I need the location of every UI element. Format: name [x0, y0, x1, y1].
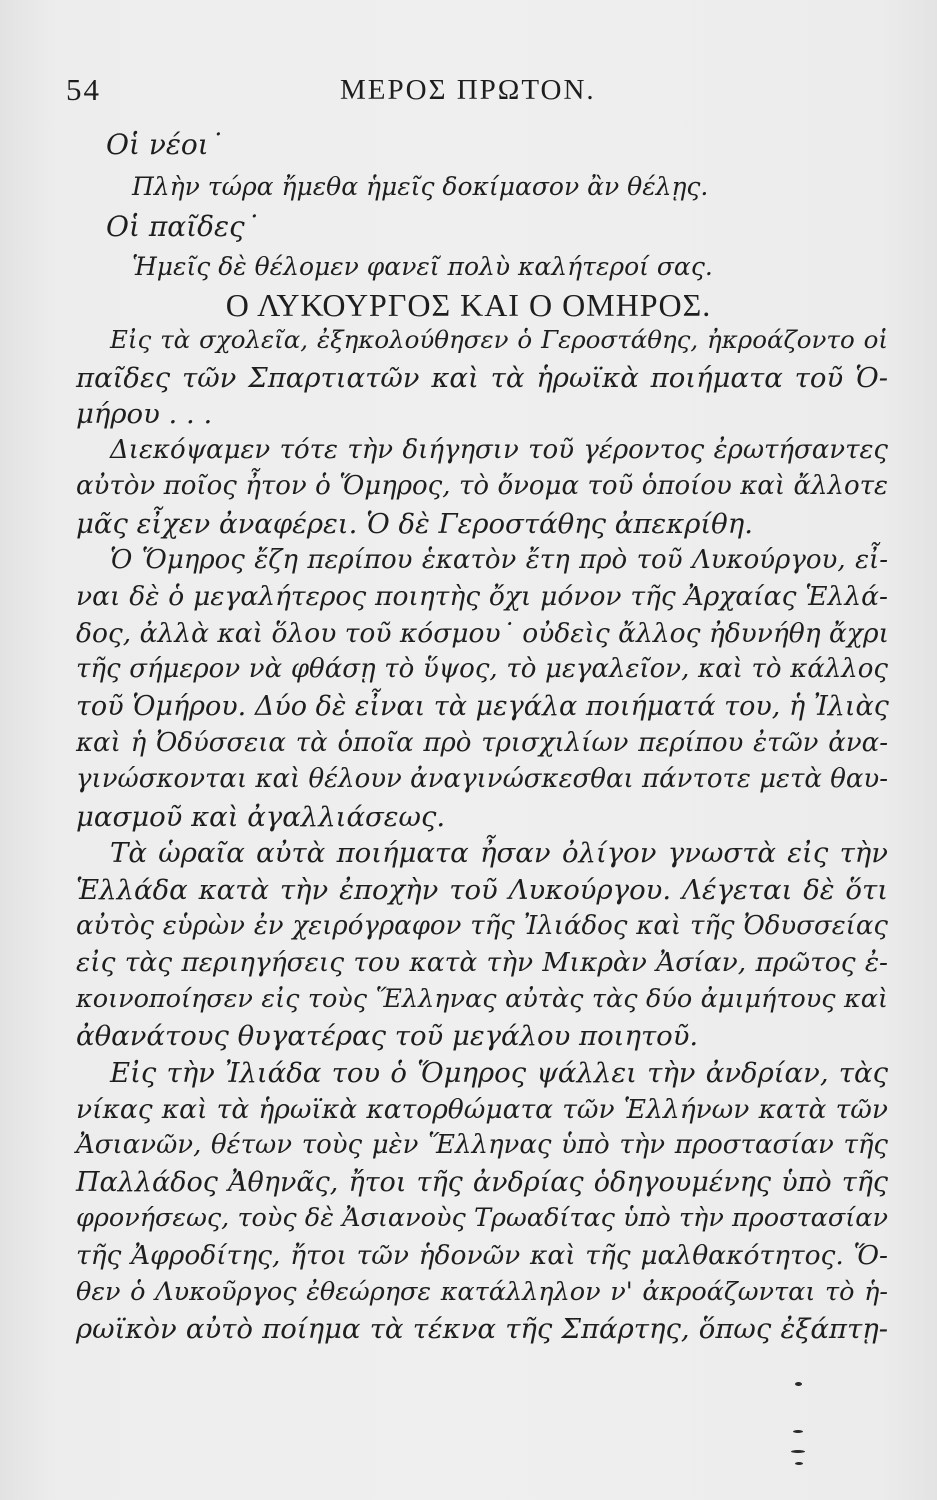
- text-line: καὶ ἡ Ὀδύσσεια τὰ ὁποῖα πρὸ τρισχιλίων περίπου ἐτῶν ἀνα-: [76, 727, 888, 758]
- text-line: Ὁ Ὅμηρος ἔζη περίπου ἑκατὸν ἔτη πρὸ τοῦ Λυκούργου, εἶ-: [110, 544, 888, 575]
- ink-smudge: [793, 1430, 803, 1433]
- text-line: αὐτὸς εὑρὼν ἐν χειρόγραφον τῆς Ἰλιάδος καὶ τῆς Ὀδυσσείας: [76, 910, 888, 941]
- page-header: [0, 68, 937, 112]
- text-line: τοῦ Ὁμήρου. Δύο δὲ εἶναι τὰ μεγάλα ποιήματά του, ἡ Ἰλιὰς: [76, 691, 889, 722]
- text-line: ρωϊκὸν αὐτὸ ποίημα τὰ τέκνα τῆς Σπάρτης, ὅπως ἐξάπτῃ-: [76, 1313, 888, 1346]
- text-line: Ἀσιανῶν, θέτων τοὺς μὲν Ἕλληνας ὑπὸ τὴν προστασίαν τῆς: [76, 1130, 888, 1161]
- text-line: κοινοποίησεν εἰς τοὺς Ἕλληνας αὐτὰς τὰς δύο ἀμιμήτους καὶ: [76, 983, 888, 1014]
- text-line: ἀθανάτους θυγατέρας τοῦ μεγάλου ποιητοῦ.: [76, 1020, 699, 1053]
- text-line: ναι δὲ ὁ μεγαλήτερος ποιητὴς ὄχι μόνον τῆς Ἀρχαίας Ἑλλά-: [76, 581, 888, 613]
- text-line: Τὰ ὡραῖα αὐτὰ ποιήματα ἦσαν ὀλίγον γνωστὰ εἰς τὴν: [110, 837, 888, 870]
- text-line: τῆς Ἀφροδίτης, ἤτοι τῶν ἡδονῶν καὶ τῆς μαλθακότητος. Ὅ-: [76, 1240, 888, 1271]
- text-line: Παλλάδος Ἀθηνᾶς, ἤτοι τῆς ἀνδρίας ὁδηγουμένης ὑπὸ τῆς: [76, 1166, 888, 1198]
- running-title: ΜΕΡΟΣ ΠΡΩΤΟΝ.: [340, 74, 596, 106]
- text-line: παῖδες τῶν Σπαρτιατῶν καὶ τὰ ἡρωϊκὰ ποιήματα τοῦ Ὁ-: [76, 361, 888, 394]
- speaker-label: Οἱ παῖδες˙: [106, 210, 259, 243]
- section-title: Ο ΛΥΚΟΥΡΓΟΣ ΚΑΙ Ο ΟΜΗΡΟΣ.: [225, 287, 712, 323]
- text-line: νίκας καὶ τὰ ἡρωϊκὰ κατορθώματα τῶν Ἑλλήνων κατὰ τῶν: [76, 1093, 888, 1125]
- text-line: εἰς τὰς περιηγήσεις του κατὰ τὴν Μικρὰν Ἀσίαν, πρῶτος ἐ-: [76, 947, 888, 979]
- text-line: Ἑλλάδα κατὰ τὴν ἐποχὴν τοῦ Λυκούργου. Λέγεται δὲ ὅτι: [76, 874, 888, 906]
- speech-line: Πλὴν τώρα ἤμεθα ἡμεῖς δοκίμασον ἂν θέλῃς.: [132, 172, 709, 201]
- text-line: τῆς σήμερον νὰ φθάσῃ τὸ ὕψος, τὸ μεγαλεῖον, καὶ τὸ κάλλος: [76, 654, 888, 685]
- ink-smudge: [795, 1382, 802, 1386]
- text-line: Διεκόψαμεν τότε τὴν διήγησιν τοῦ γέροντος ἐρωτήσαντες: [110, 434, 888, 465]
- speaker-label: Οἱ νέοι˙: [106, 128, 223, 161]
- page-number: 54: [66, 72, 101, 107]
- ink-smudge: [795, 1462, 803, 1465]
- text-line: μασμοῦ καὶ ἀγαλλιάσεως.: [76, 800, 446, 833]
- text-line: μήρου . . .: [76, 398, 213, 431]
- text-line: δος, ἀλλὰ καὶ ὅλου τοῦ κόσμου˙ οὐδεὶς ἄλλος ἠδυνήθη ἄχρι: [76, 617, 889, 649]
- text-line: Εἰς τὴν Ἰλιάδα του ὁ Ὅμηρος ψάλλει τὴν ἀνδρίαν, τὰς: [110, 1057, 888, 1089]
- text-line: μᾶς εἶχεν ἀναφέρει. Ὁ δὲ Γεροστάθης ἀπεκρίθη.: [76, 508, 753, 540]
- text-line: γινώσκονται καὶ θέλουν ἀναγινώσκεσθαι πάντοτε μετὰ θαυ-: [76, 764, 888, 795]
- text-line: θεν ὁ Λυκοῦργος ἐθεώρησε κατάλληλον ν' ἀκροάζωνται τὸ ἡ-: [76, 1276, 888, 1307]
- speech-line: Ἡμεῖς δὲ θέλομεν φανεῖ πολὺ καλήτεροί σας.: [132, 252, 713, 281]
- text-line: Εἰς τὰ σχολεῖα, ἐξηκολούθησεν ὁ Γεροστάθης, ἠκροάζοντο οἱ: [110, 325, 888, 354]
- text-line: φρονήσεως, τοὺς δὲ Ἀσιανοὺς Τρωαδίτας ὑπὸ τὴν προστασίαν: [76, 1203, 888, 1234]
- ink-smudge: [791, 1450, 805, 1453]
- text-line: αὐτὸν ποῖος ἦτον ὁ Ὅμηρος, τὸ ὄνομα τοῦ ὁποίου καὶ ἄλλοτε: [76, 471, 888, 502]
